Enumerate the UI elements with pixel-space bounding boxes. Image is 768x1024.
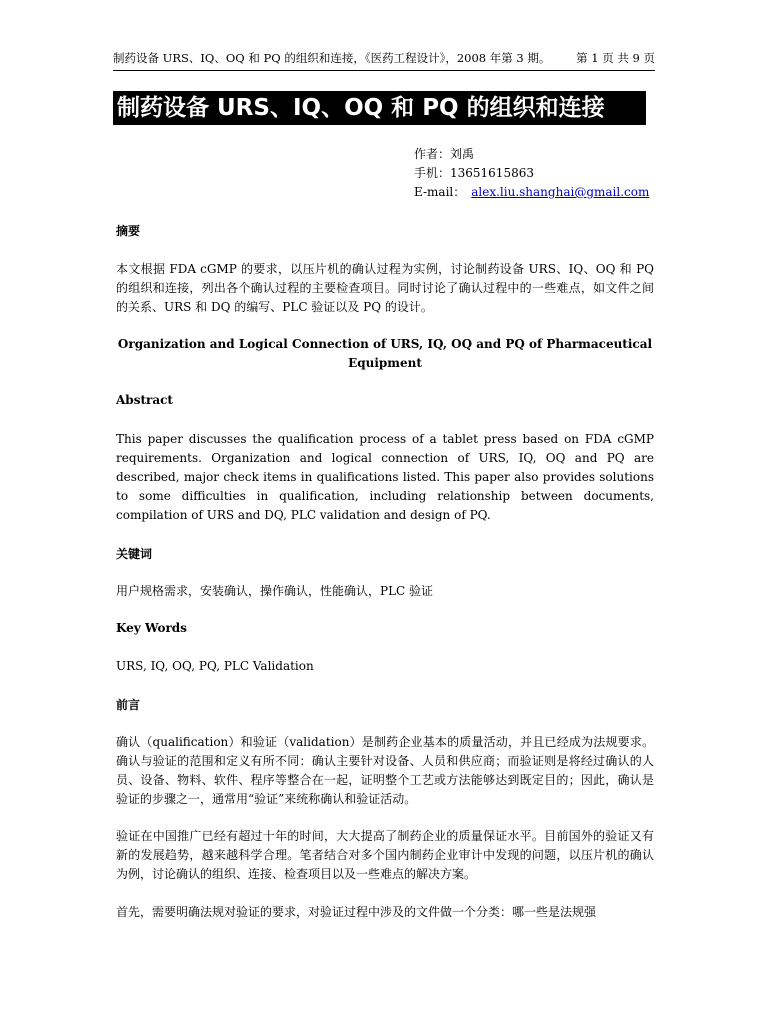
preface-paragraph-3: 首先，需要明确法规对验证的要求，对验证过程中涉及的文件做一个分类：哪一些是法规强	[116, 905, 597, 919]
keywords-cn-heading: 关键词	[116, 547, 153, 561]
keywords-cn-body: 用户规格需求，安装确认，操作确认，性能确认，PLC 验证	[116, 584, 434, 598]
abstract-en-body: This paper discusses the qualification process of a tablet press based on FDA cGMP requirements. Organization and logical connection of URS, IQ, OQ and PQ are described, major check items in qualifications listed. This paper also provides solutions to some difficulties in qualification, including relationship between documents, compilation of URS and DQ, PLC validation and design of PQ.	[116, 432, 654, 522]
author-phone: 手机：13651615863	[414, 166, 534, 180]
keywords-en-body: URS, IQ, OQ, PQ, PLC Validation	[116, 659, 314, 673]
abstract-cn-body: 本文根据 FDA cGMP 的要求，以压片机的确认过程为实例，讨论制药设备 URS、IQ、OQ 和 PQ 的组织和连接，列出各个确认过程的主要检查项目。同时讨论了确认过程中的一些难点，如文件之间的关系、URS 和 DQ 的编写、PLC 验证以及 PQ 的设计。	[116, 262, 654, 314]
document-title: 制药设备 URS、IQ、OQ 和 PQ 的组织和连接	[113, 91, 646, 125]
running-header	[113, 50, 655, 66]
english-title: Organization and Logical Connection of URS, IQ, OQ and PQ of Pharmaceutical Equipment	[117, 337, 653, 370]
abstract-en-heading: Abstract	[116, 393, 173, 407]
preface-paragraph-2: 验证在中国推广已经有超过十年的时间，大大提高了制药企业的质量保证水平。目前国外的验证又有新的发展趋势，越来越科学合理。笔者结合对多个国内制药企业审计中发现的问题，以压片机的确认为例，讨论确认的组织、连接、检查项目以及一些难点的解决方案。	[116, 829, 654, 881]
abstract-cn-heading: 摘要	[116, 224, 141, 238]
author-email-row	[414, 183, 649, 202]
author-email-label: E-mail：	[414, 185, 466, 199]
author-name: 作者：刘禹	[414, 147, 475, 161]
preface-paragraph-1: 确认（qualification）和验证（validation）是制药企业基本的质量活动，并且已经成为法规要求。确认与验证的范围和定义有所不同：确认主要针对设备、人员和供应商；而验证则是将经过确认的人员、设备、物料、软件、程序等整合在一起，证明整个工艺或方法能够达到既定目的；因此，确认是验证的步骤之一，通常用“验证”来统称确认和验证活动。	[116, 735, 654, 806]
keywords-en-heading: Key Words	[116, 621, 187, 635]
preface-heading: 前言	[116, 698, 141, 712]
page-number: 第 1 页 共 9 页	[576, 51, 655, 65]
author-email-link[interactable]: alex.liu.shanghai@gmail.com	[471, 185, 650, 199]
running-header-citation: 制药设备 URS、IQ、OQ 和 PQ 的组织和连接，《医药工程设计》，2008 年第 3 期。	[113, 51, 551, 65]
header-rule	[113, 70, 655, 71]
author-info	[414, 145, 649, 202]
